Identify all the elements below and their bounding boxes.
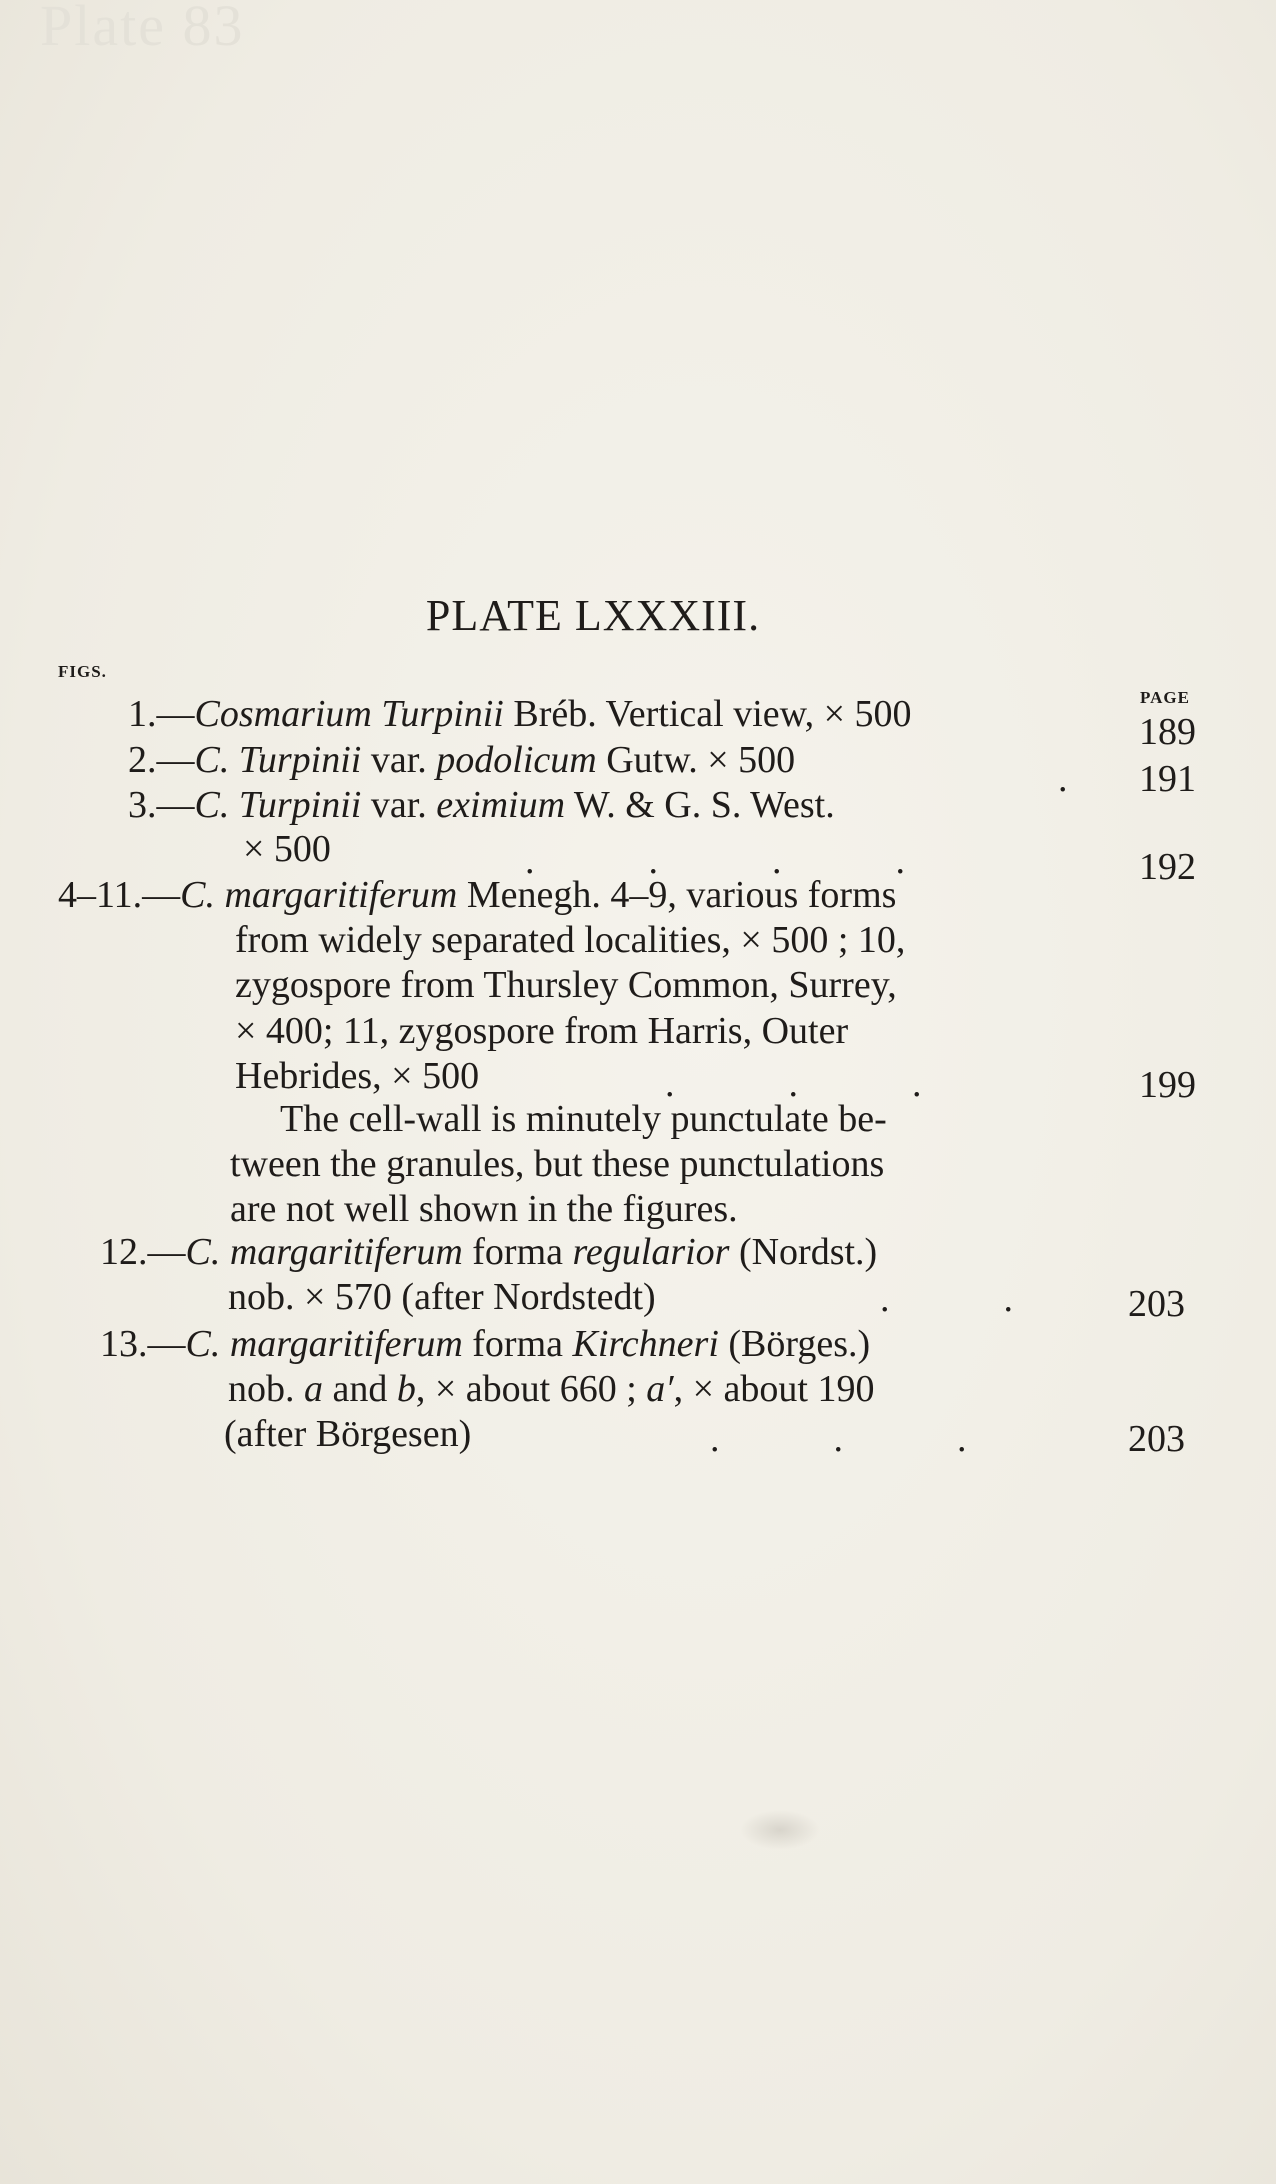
taxon-name: C. Turpinii [194, 784, 362, 826]
entry-4-11-line-5: Hebrides, × 500 [235, 1055, 480, 1097]
note-line-1: The cell-wall is minutely punctulate be- [280, 1098, 887, 1140]
entry-text: forma [462, 1231, 573, 1273]
entry-12-page: 203 [1128, 1283, 1185, 1325]
entry-number: 4–11.— [58, 874, 181, 916]
entry-number: 13.— [100, 1323, 186, 1365]
variety-name: eximium [436, 784, 566, 826]
figure-letter: a [304, 1368, 323, 1410]
entry-text: Gutw. × 500 [596, 739, 796, 781]
entry-1-page: 189 [1139, 711, 1196, 753]
note-line-3: are not well shown in the figures. [230, 1188, 738, 1230]
entry-13 [100, 1325, 870, 1363]
entry-13-page: 203 [1128, 1418, 1185, 1460]
figure-letter: a′ [646, 1368, 674, 1410]
leader-dot: . [1058, 758, 1068, 800]
leader-dots: . . . [710, 1418, 967, 1460]
entry-text: forma [462, 1323, 573, 1365]
entry-number: 12.— [100, 1231, 186, 1273]
entry-2-page: 191 [1139, 758, 1196, 800]
taxon-name: C. margaritiferum [185, 1323, 463, 1365]
figure-letter: b [396, 1368, 416, 1410]
entry-text: Bréb. Vertical view, × 500 [503, 693, 912, 735]
entry-12 [100, 1233, 877, 1271]
variety-name: Kirchneri [572, 1323, 719, 1365]
page-column-label: PAGE [1140, 688, 1190, 707]
entry-text: (Börges.) [718, 1323, 871, 1365]
taxon-name: C. Turpinii [194, 739, 362, 781]
entry-text: and [323, 1368, 397, 1410]
entry-1 [128, 695, 912, 733]
entry-text: nob. [228, 1368, 304, 1410]
figs-column-label: FIGS. [58, 662, 107, 681]
entry-number: 2.— [128, 739, 195, 781]
entry-text: Menegh. 4–9, various forms [457, 874, 897, 916]
entry-number: 1.— [128, 693, 195, 735]
entry-text: var. [361, 784, 437, 826]
entry-number: 3.— [128, 784, 195, 826]
entry-text: W. & G. S. West. [565, 784, 835, 826]
plate-title: PLATE LXXXIII. [425, 591, 761, 640]
entry-3 [128, 786, 835, 824]
entry-4-11 [58, 876, 896, 914]
entry-text: , × about 660 ; [415, 1368, 647, 1410]
entry-text: var. [361, 739, 437, 781]
entry-3-page: 192 [1139, 846, 1196, 888]
variety-name: podolicum [436, 739, 597, 781]
entry-4-11-line-3: zygospore from Thursley Common, Surrey, [235, 964, 897, 1006]
taxon-name: C. margaritiferum [185, 1231, 463, 1273]
entry-12-line-2: nob. × 570 (after Nordstedt) [228, 1276, 656, 1318]
paper-stain [740, 1810, 820, 1850]
leader-dots: . . [880, 1278, 1013, 1320]
entry-text: , × about 190 [673, 1368, 875, 1410]
leader-dots: . . . [665, 1063, 922, 1105]
entry-4-11-line-2: from widely separated localities, × 500 ; 10, [235, 919, 906, 961]
entry-4-11-line-4: × 400; 11, zygospore from Harris, Outer [235, 1010, 849, 1052]
entry-text: (Nordst.) [729, 1231, 878, 1273]
variety-name: regularior [572, 1231, 730, 1273]
leader-dots: . . . . [525, 840, 905, 882]
entry-4-11-page: 199 [1139, 1064, 1196, 1106]
entry-2 [128, 741, 795, 779]
entry-13-line-3: (after Börgesen) [224, 1413, 472, 1455]
bleed-through-text: Plate 83 [40, 0, 245, 58]
taxon-name: C. margaritiferum [180, 874, 458, 916]
note-line-2: tween the granules, but these punctulations [230, 1143, 885, 1185]
entry-3-line-2: × 500 [243, 828, 331, 870]
taxon-name: Cosmarium Turpinii [194, 693, 504, 735]
entry-13-line-2 [228, 1370, 874, 1408]
